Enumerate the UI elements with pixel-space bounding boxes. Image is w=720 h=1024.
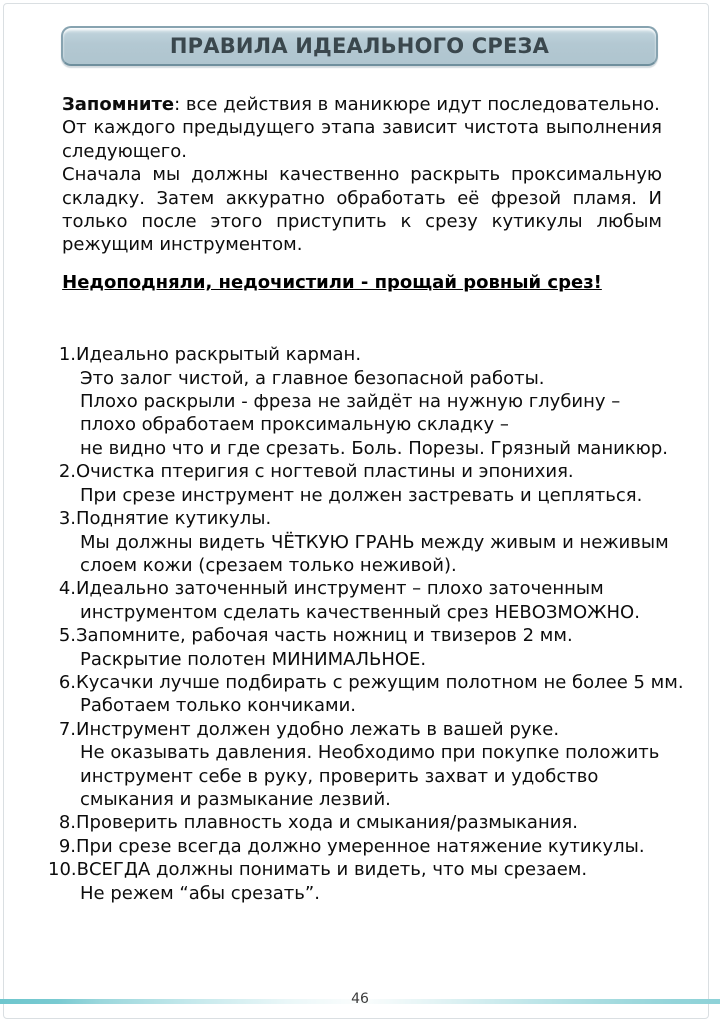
rule-item-1 — [48, 343, 668, 460]
rule-item-line: Не режем “абы срезать”. — [80, 882, 320, 904]
rule-item-10 — [48, 858, 662, 905]
rule-item-number: 9. — [58, 835, 76, 857]
rule-item-first-line — [48, 718, 662, 741]
rule-item-text: Инструмент должен удобно лежать в вашей руке. — [76, 718, 560, 740]
rule-item-first-line — [48, 343, 662, 366]
rule-item-text: Идеально раскрытый карман. — [76, 344, 362, 366]
rule-item-first-line — [48, 835, 662, 858]
intro-paragraph-2: От каждого предыдущего этапа зависит чистота выполнения следующего. — [62, 117, 662, 162]
slogan-row — [62, 271, 662, 294]
rule-item-first-line — [48, 671, 684, 694]
rule-item-9 — [48, 835, 662, 858]
rule-item-line: Раскрытие полотен МИНИМАЛЬНОЕ. — [80, 648, 427, 670]
title-banner — [61, 26, 658, 66]
rule-item-text: Очистка птеригия с ногтевой пластины и эпонихия. — [76, 461, 574, 483]
rule-item-2 — [48, 460, 662, 507]
page-number: 46 — [351, 991, 369, 1007]
rule-item-5 — [48, 624, 662, 671]
rule-item-first-line — [48, 811, 662, 834]
rule-item-line: инструментом сделать качественный срез НЕВОЗМОЖНО. — [80, 601, 640, 623]
rule-item-number: 5. — [58, 625, 76, 647]
rule-item-line: слоем кожи (срезаем только неживой). — [80, 554, 457, 576]
page-title: ПРАВИЛА ИДЕАЛЬНОГО СРЕЗА — [169, 34, 550, 58]
rule-item-number: 4. — [58, 578, 76, 600]
rule-item-line: плохо обработаем проксимальную складку – — [80, 414, 509, 436]
rule-item-line: смыкания и размыкание лезвий. — [80, 788, 391, 810]
rule-item-first-line — [48, 507, 662, 530]
rule-item-first-line — [48, 460, 662, 483]
intro-paragraph-1-text: : все действия в маникюре идут последовательно. — [174, 94, 660, 115]
rule-item-4 — [48, 577, 662, 624]
rule-item-text: При срезе всегда должно умеренное натяжение кутикулы. — [76, 835, 645, 857]
rule-item-number: 3. — [58, 508, 76, 530]
rule-item-text: Кусачки лучше подбирать с режущим полотном не более 5 мм. — [76, 671, 684, 693]
intro-paragraph-1 — [62, 93, 662, 116]
rule-item-number: 8. — [58, 812, 76, 834]
rule-item-text: Поднятие кутикулы. — [76, 508, 272, 530]
rule-item-line: Мы должны видеть ЧЁТКУЮ ГРАНЬ между живым и неживым — [80, 531, 669, 553]
rule-item-line: не видно что и где срезать. Боль. Порезы. Грязный маникюр. — [80, 437, 668, 459]
rule-item-8 — [48, 811, 662, 834]
rule-item-text: ВСЕГДА должны понимать и видеть, что мы срезаем. — [76, 859, 588, 881]
rule-item-number: 2. — [58, 461, 76, 483]
rule-item-line: При срезе инструмент не должен застревать и цепляться. — [80, 484, 643, 506]
rule-item-first-line — [48, 858, 662, 881]
intro-paragraph-3: Сначала мы должны качественно раскрыть проксимальную складку. Затем аккуратно обработать её фрезой пламя. И только после этого приступить к срезу кутикулы любым режущим инструментом. — [62, 164, 662, 256]
rule-item-3 — [48, 507, 669, 577]
rule-item-number: 6. — [58, 671, 76, 693]
rule-item-line: Это залог чистой, а главное безопасной работы. — [80, 367, 545, 389]
rule-item-text: Проверить плавность хода и смыкания/размыкания. — [76, 812, 578, 834]
rule-item-7 — [48, 718, 662, 812]
rule-item-line: Работаем только кончиками. — [80, 695, 356, 717]
rule-item-number: 1. — [58, 344, 76, 366]
intro-bold-lead: Запомните — [62, 94, 175, 115]
rule-item-line: Плохо раскрыли - фреза не зайдёт на нужную глубину – — [80, 391, 621, 413]
rule-item-number: 10. — [48, 859, 77, 881]
rule-item-line: Не оказывать давления. Необходимо при покупке положить — [80, 742, 660, 764]
rule-item-first-line — [48, 577, 662, 600]
slogan-heading: Недоподняли, недочистили - прощай ровный срез! — [62, 271, 602, 293]
rule-item-6 — [48, 671, 684, 718]
rule-item-line: инструмент себе в руку, проверить захват и удобство — [80, 765, 599, 787]
rule-item-text: Запомните, рабочая часть ножниц и твизеров 2 мм. — [76, 625, 573, 647]
rule-item-number: 7. — [58, 718, 76, 740]
rule-item-first-line — [48, 624, 662, 647]
rule-item-text: Идеально заточенный инструмент – плохо заточенным — [76, 578, 604, 600]
rules-list — [48, 343, 684, 905]
content-area — [48, 93, 684, 905]
